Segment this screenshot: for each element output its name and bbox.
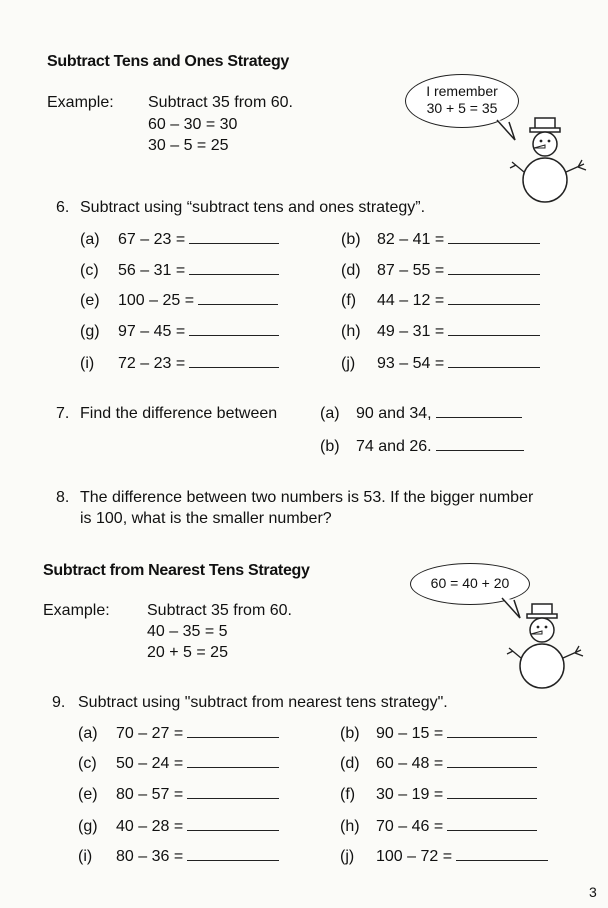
math-expression: 90 – 15 =: [376, 725, 444, 742]
item-label: (i): [78, 848, 93, 865]
math-expression: 56 – 31 =: [118, 262, 186, 279]
item-label: (j): [340, 848, 355, 865]
answer-blank[interactable]: [187, 766, 279, 768]
item-label: (b): [340, 725, 360, 742]
math-expression: 72 – 23 =: [118, 355, 186, 372]
example-line: 30 – 5 = 25: [148, 137, 229, 154]
answer-blank[interactable]: [448, 303, 540, 305]
math-expression: 87 – 55 =: [377, 262, 445, 279]
question-number: 6.: [56, 199, 70, 216]
answer-blank[interactable]: [447, 766, 537, 768]
answer-blank[interactable]: [189, 334, 279, 336]
item-text: 90 and 34,: [356, 405, 432, 422]
example-line: 20 + 5 = 25: [147, 644, 228, 661]
item-label: (d): [341, 262, 361, 279]
answer-blank[interactable]: [189, 273, 279, 275]
answer-blank[interactable]: [436, 416, 522, 418]
item-label: (c): [80, 262, 99, 279]
math-expression: 80 – 36 =: [116, 848, 184, 865]
item-label: (h): [341, 323, 361, 340]
answer-blank[interactable]: [436, 449, 524, 451]
math-expression: 97 – 45 =: [118, 323, 186, 340]
answer-row: [376, 786, 537, 804]
answer-row: [116, 818, 279, 836]
math-expression: 100 – 72 =: [376, 848, 453, 865]
item-label: (i): [80, 355, 95, 372]
answer-row: [118, 292, 278, 310]
answer-row: [356, 405, 522, 423]
example-line: Subtract 35 from 60.: [148, 94, 293, 111]
item-label: (c): [78, 755, 97, 772]
bubble-text: 30 + 5 = 35: [426, 100, 498, 116]
answer-blank[interactable]: [187, 736, 279, 738]
bubble-text: 60 = 40 + 20: [430, 575, 510, 591]
answer-row: [118, 355, 279, 373]
answer-row: [116, 725, 279, 743]
answer-row: [377, 262, 540, 280]
example-line: 60 – 30 = 30: [148, 116, 238, 133]
example-line: Subtract 35 from 60.: [147, 602, 292, 619]
item-label: (d): [340, 755, 360, 772]
answer-row: [377, 231, 540, 249]
answer-blank[interactable]: [447, 829, 537, 831]
answer-row: [116, 786, 279, 804]
item-label: (b): [320, 438, 340, 455]
answer-blank[interactable]: [189, 366, 279, 368]
item-label: (g): [80, 323, 100, 340]
item-label: (g): [78, 818, 98, 835]
answer-blank[interactable]: [448, 242, 540, 244]
question-prompt: Subtract using “subtract tens and ones strategy”.: [80, 199, 426, 216]
answer-blank[interactable]: [448, 366, 540, 368]
math-expression: 30 – 19 =: [376, 786, 444, 803]
item-label: (f): [341, 292, 357, 309]
math-expression: 80 – 57 =: [116, 786, 184, 803]
math-expression: 93 – 54 =: [377, 355, 445, 372]
question-prompt: Find the difference between: [80, 405, 278, 422]
question-number: 9.: [52, 694, 66, 711]
item-label: (e): [80, 292, 100, 309]
page-number: 3: [589, 884, 597, 900]
section-heading-nearest-tens: Subtract from Nearest Tens Strategy: [43, 562, 310, 579]
math-expression: 50 – 24 =: [116, 755, 184, 772]
math-expression: 44 – 12 =: [377, 292, 445, 309]
item-label: (a): [320, 405, 340, 422]
question-number: 7.: [56, 405, 70, 422]
answer-row: [377, 323, 540, 341]
item-label: (h): [340, 818, 360, 835]
bubble-text: I remember: [426, 83, 498, 99]
answer-blank[interactable]: [187, 829, 279, 831]
item-label: (f): [340, 786, 356, 803]
section-heading-tens-ones: Subtract Tens and Ones Strategy: [47, 53, 290, 70]
item-label: (b): [341, 231, 361, 248]
answer-blank[interactable]: [187, 859, 279, 861]
question-prompt: Subtract using "subtract from nearest tens strategy".: [78, 694, 448, 711]
math-expression: 60 – 48 =: [376, 755, 444, 772]
answer-blank[interactable]: [448, 334, 540, 336]
answer-row: [116, 755, 279, 773]
math-expression: 70 – 46 =: [376, 818, 444, 835]
answer-row: [376, 725, 537, 743]
answer-row: [118, 262, 279, 280]
example-label: Example:: [47, 94, 114, 111]
answer-row: [376, 848, 548, 866]
math-expression: 40 – 28 =: [116, 818, 184, 835]
answer-row: [118, 323, 279, 341]
answer-blank[interactable]: [448, 273, 540, 275]
item-text: 74 and 26.: [356, 438, 432, 455]
answer-row: [118, 231, 279, 249]
answer-blank[interactable]: [189, 242, 279, 244]
item-label: (a): [80, 231, 100, 248]
math-expression: 100 – 25 =: [118, 292, 195, 309]
answer-row: [377, 292, 540, 310]
answer-row: [376, 818, 537, 836]
answer-blank[interactable]: [456, 859, 548, 861]
item-label: (j): [341, 355, 356, 372]
snowman-icon: [508, 112, 590, 207]
math-expression: 70 – 27 =: [116, 725, 184, 742]
question-text-line: The difference between two numbers is 53. If the bigger number: [80, 489, 534, 506]
answer-blank[interactable]: [447, 736, 537, 738]
answer-blank[interactable]: [198, 303, 278, 305]
answer-row: [356, 438, 524, 456]
question-number: 8.: [56, 489, 70, 506]
answer-blank[interactable]: [187, 797, 279, 799]
item-label: (e): [78, 786, 98, 803]
math-expression: 82 – 41 =: [377, 231, 445, 248]
math-expression: 49 – 31 =: [377, 323, 445, 340]
example-line: 40 – 35 = 5: [147, 623, 228, 640]
snowman-icon: [505, 598, 587, 693]
answer-row: [116, 848, 279, 866]
example-label: Example:: [43, 602, 110, 619]
answer-row: [377, 355, 540, 373]
item-label: (a): [78, 725, 98, 742]
answer-row: [376, 755, 537, 773]
answer-blank[interactable]: [447, 797, 537, 799]
question-text-line: is 100, what is the smaller number?: [80, 510, 332, 527]
math-expression: 67 – 23 =: [118, 231, 186, 248]
